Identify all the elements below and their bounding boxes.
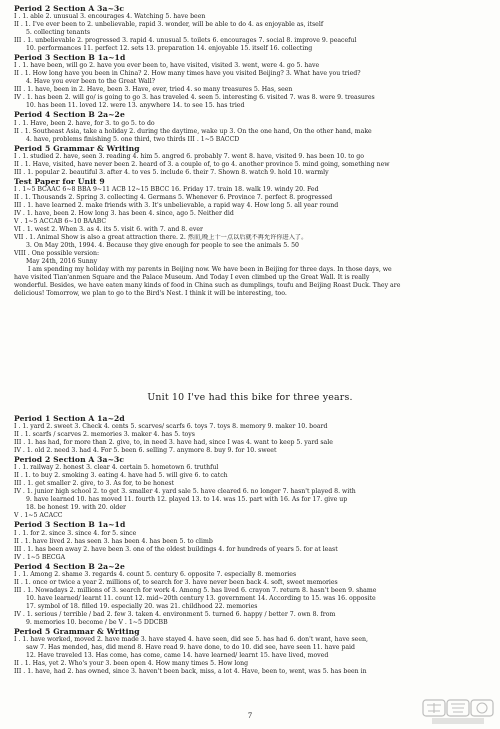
answer-line: III . 1. have, had 2. has owned, since 3. haven't been back, miss, a lot 4. Have, been to, went, was 5. has been in <box>14 668 367 676</box>
answer-line: May 24th, 2016 Sunny <box>26 258 98 266</box>
answer-line: II . 1. Southeast Asia, take a holiday 2. during the daytime, wake up 3. On the one hand, On the other hand, make <box>14 127 372 135</box>
unit-9-answers-section <box>14 4 490 298</box>
answer-line: I . 1. yard 2. sweet 3. Check 4. cents 5. scarves/ scarfs 6. toys 7. toys 8. memory 9. maker 10. board <box>14 423 328 431</box>
section-heading: Period 4 Section B 2a~2e <box>14 110 125 120</box>
section-heading: Test Paper for Unit 9 <box>14 176 105 186</box>
unit-10-title: Unit 10 I've had this bike for three years. <box>147 392 353 403</box>
answer-line: IV . 1. serious / terrible / bad 2. few 3. taken 4. environment 5. turned 6. happy / better 7. own 8. from <box>14 610 336 618</box>
section-heading: Period 1 Section A 1a~2d <box>14 414 125 423</box>
answer-line: 10. has been 11. loved 12. were 13. anywhere 14. to see 15. has tried <box>26 102 245 110</box>
answer-line: III . 1. have learned 2. make friends with 3. It's unbelievable, a rapid way 4. How long 5. all year round <box>14 202 339 210</box>
answer-line: II . 1. Have, visited, have never been 2. heard of 3. a couple of, to go 4. another province 5. mind going, something new <box>14 160 390 168</box>
answer-line: 9. memories 10. become / be V . 1~5 DDCBB <box>26 618 168 626</box>
answer-line: I . 1. for 2. since 3. since 4. for 5. since <box>14 529 137 537</box>
answer-line: V . 1~5 ACCAB 6~10 BAABC <box>14 218 107 226</box>
answer-line: 4. Have you ever been to the Great Wall? <box>26 78 155 86</box>
answer-line: III . 1. get smaller 2. give, to 3. As for, to be honest <box>14 480 175 488</box>
section-heading: Period 2 Section A 3a~3c <box>14 4 125 13</box>
section-heading: Period 3 Section B 1a~1d <box>14 53 126 63</box>
answer-line: VIII . One possible version: <box>14 250 100 258</box>
answer-line: I . 1. have been, will go 2. have you ever been to, have visited, visited 3. went, were 4. go 5. have <box>14 62 320 70</box>
answer-line: have visited Tian'anmen Square and the Palace Museum. And Today I even climbed up the Great Wall. It is really <box>14 274 370 282</box>
answer-line: delicious! Tomorrow, we plan to go to the Bird's Nest. I think it will be interesting, too. <box>14 290 287 298</box>
answer-line: III . 1. has had, for more than 2. give, to, in need 3. have had, since I was 4. want to keep 5. yard sale <box>14 439 333 447</box>
answer-line: 10. have learned/ learnt 11. count 12. mid~20th century 13. government 14. According to 15. was 16. opposite <box>26 594 376 602</box>
answer-line: 18. be honest 19. with 20. older <box>26 504 126 512</box>
answer-line: I . 1. railway 2. honest 3. clear 4. certain 5. hometown 6. truthful <box>14 464 219 472</box>
answer-line: I am spending my holiday with my parents in Beijing now. We have been in Beijing for three days. In those days, we <box>28 266 392 274</box>
watermark-logo <box>422 699 494 725</box>
answer-line: III . 1. Nowadays 2. millions of 3. search for work 4. Among 5. has lived 6. crayon 7. return 8. hasn't been 9. shame <box>14 586 377 594</box>
answer-line: 4. have, problems finishing 5. one third, two thirds III . 1~5 BACCD <box>26 135 240 143</box>
answer-line: I . 1. able 2. unusual 3. encourages 4. Watching 5. have been <box>14 13 206 21</box>
answer-line: 9. have learned 10. has moved 11. fourth 12. played 13. to 14. was 15. part with 16. As for 17. give up <box>26 496 348 504</box>
answer-line: II . 1. How long have you been in China? 2. How many times have you visited Beijing? 3. What have you tried? <box>14 70 361 78</box>
answer-line: I . 1. have worked, moved 2. have made 3. have stayed 4. have seen, did see 5. has had 6. don't want, have seen, <box>14 636 368 644</box>
answer-line: I . 1. studied 2. have, seen 3. reading 4. him 5. angred 6. probably 7. went 8. have, visited 9. has been 10. to go <box>14 152 364 160</box>
section-heading: Period 4 Section B 2a~2e <box>14 561 125 571</box>
section-heading: Period 2 Section A 3a~3c <box>14 455 125 465</box>
answer-line: II . 1. to buy 2. smoking 3. eating 4. have had 5. will give 6. to catch <box>14 472 228 480</box>
answer-line: II . 1. Thousands 2. Spring 3. collecting 4. Germans 5. Whenever 6. Province 7. perfect 8. progressed <box>14 194 333 202</box>
answer-line: II . 1. scarfs / scarves 2. memories 3. maker 4. has 5. toys <box>14 431 195 439</box>
answer-line: II . 1. have lived 2. has seen 3. has been 4. has been 5. to climb <box>14 537 213 545</box>
answer-line: I . 1~5 BCAAC 6~8 BBA 9~11 ACB 12~15 BBCC 16. Friday 17. train 18. walk 19. windy 20. Fed <box>14 186 319 194</box>
watermark-box-3 <box>471 700 493 716</box>
answer-line: IV . 1~5 BECGA <box>14 553 66 561</box>
answer-line: III . 1. popular 2. beautiful 3. after 4. to ves 5. include 6. their 7. Shown 8. watch 9. hold 10. warmly <box>14 168 329 176</box>
watermark-site-bar <box>432 718 484 724</box>
answer-line: IV . 1. has been 2. will go/ is going to go 3. has traveled 4. seen 5. interesting 6. visited 7. was 8. were 9. treasures <box>14 94 375 102</box>
section-heading: Period 5 Grammar & Writing <box>14 626 140 636</box>
answer-line: I . 1. Among 2. shame 3. regards 4. count 5. century 6. opposite 7. especially 8. memories <box>14 570 297 578</box>
answer-line: VI . 1. west 2. When 3. as 4. its 5. visit 6. with 7. and 8. ever <box>14 226 203 234</box>
answer-line: II . 1. Has, yet 2. Who's your 3. been open 4. How many times 5. How long <box>14 660 249 668</box>
section-heading: Period 5 Grammar & Writing <box>14 143 140 153</box>
answer-line: III . 1. has been away 2. have been 3. one of the oldest buildings 4. for hundreds of years 5. for at least <box>14 545 338 553</box>
answer-line: 17. symbol of 18. filled 19. especially 20. was 21. childhood 22. memories <box>26 602 258 610</box>
answer-line: IV . 1. old 2. need 3. had 4. For 5. been 6. selling 7. anymore 8. buy 9. for 10. sweet <box>14 447 277 455</box>
section-heading: Period 3 Section B 1a~1d <box>14 520 126 530</box>
answer-line: V . 1~5 ACACC <box>14 512 63 520</box>
answer-line: II . 1. I've ever been to 2. unbelievable, rapid 3. wonder, will be able to do 4. as enjoyable as, itself <box>14 21 324 29</box>
answer-line: 12. Have traveled 13. Has come, has come, came 14. have learned/ learnt 15. have lived, moved <box>26 652 329 660</box>
answer-line: wonderful. Besides, we have eaten many kinds of food in China such as dumplings, toufu and Beijing Roast Duck. They are <box>14 282 401 290</box>
answer-line: II . 1. once or twice a year 2. millions of, to search for 3. have never been back 4. soft, sweet memories <box>14 578 338 586</box>
answer-line: IV . 1. junior high school 2. to get 3. smaller 4. yard sale 5. have cleared 6. no longer 7. hasn't played 8. with <box>14 488 356 496</box>
answer-line: 3. On May 20th, 1994. 4. Because they give enough for people to see the animals 5. 50 <box>26 242 299 250</box>
answer-line: saw 7. Has mended, has, did mend 8. Have read 9. have done, to do 10. did see, have seen 11. have paid <box>26 644 355 652</box>
answer-line: I . 1. Have, been 2. have, for 3. to go 5. to do <box>14 119 155 127</box>
answer-line: III . 1. have, been in 2. Have, been 3. Have, ever, tried 4. so many treasures 5. Has, seen <box>14 86 293 94</box>
page-number: 7 <box>247 711 253 720</box>
answer-line: III . 1. unbelievable 2. progressed 3. rapid 4. unusual 5. toilets 6. encourages 7. social 8. improve 9. peaceful <box>14 37 357 45</box>
answer-line: 5. collecting tenants <box>26 29 90 37</box>
answer-line: 10. performances 11. perfect 12. sets 13. preparation 14. enjoyable 15. itself 16. collecting <box>26 45 313 53</box>
unit-10-answers-section <box>14 414 490 676</box>
answer-line: VII . 1. Animal Show is also a great attraction there. 2. 然而,晚上十一点以后就不再允许你进入了。 <box>14 234 308 242</box>
answer-line: IV . 1. have, been 2. How long 3. has been 4. since, ago 5. Neither did <box>14 210 234 218</box>
